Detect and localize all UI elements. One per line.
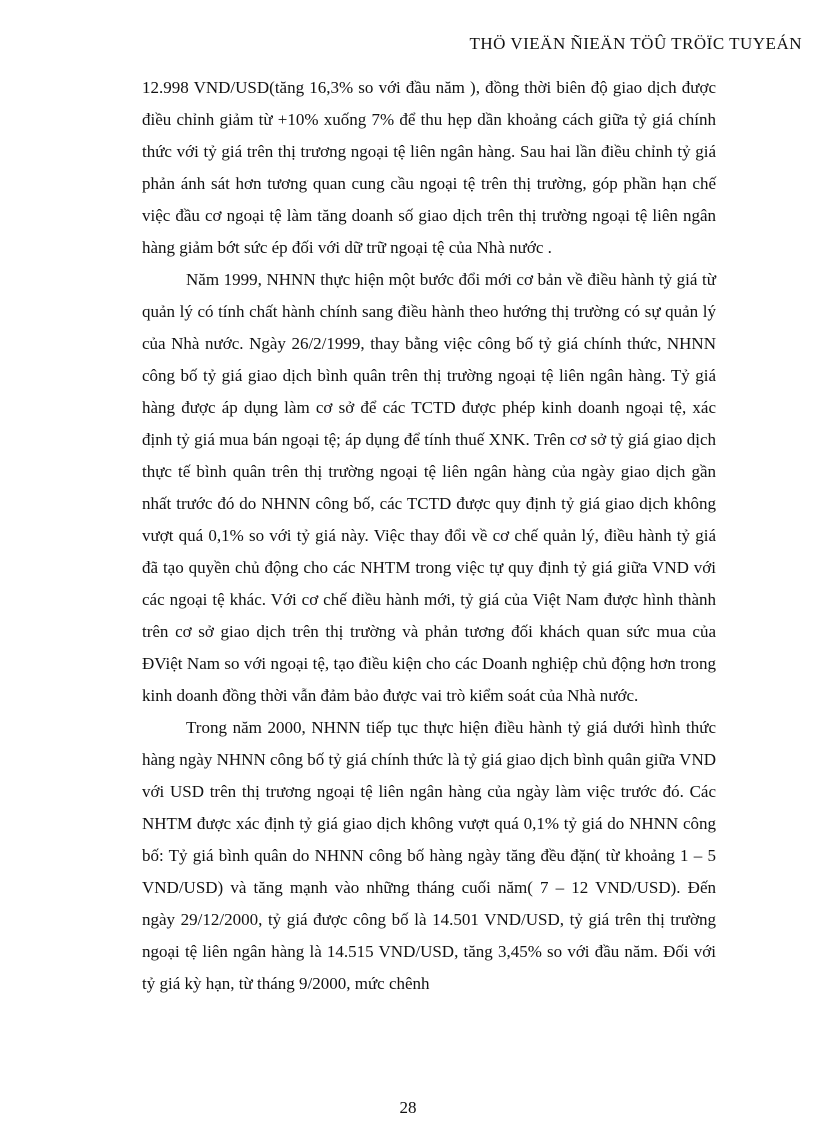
- paragraph-continuation: 12.998 VND/USD(tăng 16,3% so với đầu năm ), đồng thời biên độ giao dịch được điều chỉnh giảm từ +10% xuống 7% để thu hẹp dần khoảng cách giữa tỷ giá chính thức với tỷ giá trên thị trương ngoại tệ liên ngân hàng. Sau hai lần điều chỉnh tỷ giá phản ánh sát hơn tương quan cung cầu ngoại tệ trên thị trường, góp phần hạn chế việc đầu cơ ngoại tệ làm tăng doanh số giao dịch trên thị trường ngoại tệ liên ngân hàng giảm bớt sức ép đối với dữ trữ ngoại tệ của Nhà nước .: [142, 78, 716, 257]
- paragraph-2000: Trong năm 2000, NHNN tiếp tục thực hiện điều hành tỷ giá dưới hình thức hàng ngày NHNN công bố tỷ giá chính thức là tỷ giá giao dịch bình quân giữa VND với USD trên thị trương ngoại tệ liên ngân hàng của ngày làm việc trước đó. Các NHTM được xác định tỷ giá giao dịch không vượt quá 0,1% tỷ giá do NHNN công bố: Tỷ giá bình quân do NHNN công bố hàng ngày tăng đều đặn( từ khoảng 1 – 5 VND/USD) và tăng mạnh vào những tháng cuối năm( 7 – 12 VND/USD). Đến ngày 29/12/2000, tỷ giá được công bố là 14.501 VND/USD, tỷ giá trên thị trường ngoại tệ liên ngân hàng là 14.515 VND/USD, tăng 3,45% so với đầu năm. Đối với tỷ giá kỳ hạn, từ tháng 9/2000, mức chênh: [142, 718, 716, 993]
- page-header: THÖ VIEÄN ÑIEÄN TÖÛ TRÖÏC TUYEÁN: [469, 34, 802, 53]
- page-number: 28: [399, 1098, 417, 1117]
- document-body: [142, 72, 716, 1000]
- paragraph-1999: Năm 1999, NHNN thực hiện một bước đổi mới cơ bản về điều hành tỷ giá từ quản lý có tính chất hành chính sang điều hành theo hướng thị trường có sự quản lý của Nhà nước. Ngày 26/2/1999, thay bằng việc công bố tỷ giá chính thức, NHNN công bố tỷ giá giao dịch bình quân trên thị trường ngoại tệ liên ngân hàng. Tỷ giá hàng được áp dụng làm cơ sở để các TCTD được phép kinh doanh ngoại tệ, xác định tỷ giá mua bán ngoại tệ; áp dụng để tính thuế XNK. Trên cơ sở tỷ giá giao dịch thực tế bình quân trên thị trường ngoại tệ liên ngân hàng của ngày giao dịch gần nhất trước đó do NHNN công bố, các TCTD được quy định tỷ giá giao dịch không vượt quá 0,1% so với tỷ giá này. Việc thay đổi về cơ chế quản lý, điều hành tỷ giá đã tạo quyền chủ động cho các NHTM trong việc tự quy định tỷ giá giữa VND với các ngoại tệ khác. Với cơ chế điều hành mới, tỷ giá của Việt Nam được hình thành trên cơ sở giao dịch trên thị trường và phản tương đối khách quan sức mua của ĐViệt Nam so với ngoại tệ, tạo điều kiện cho các Doanh nghiệp chủ động hơn trong kinh doanh đồng thời vẫn đảm bảo được vai trò kiểm soát của Nhà nước.: [142, 270, 716, 705]
